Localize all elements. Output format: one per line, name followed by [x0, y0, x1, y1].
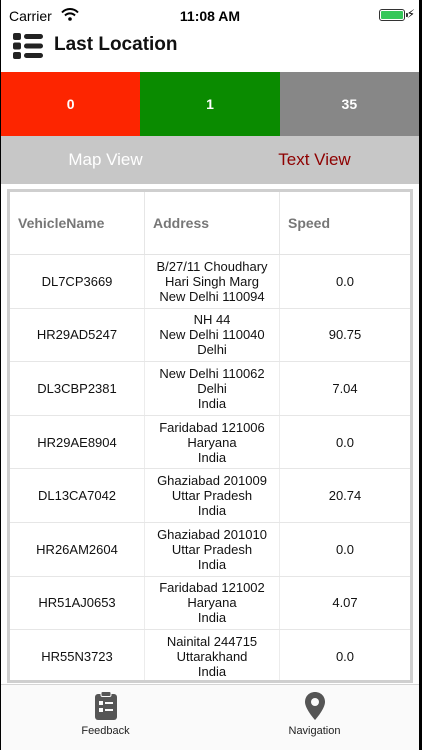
address-line: New Delhi 110040 [159, 327, 265, 343]
counter-gray[interactable]: 35 [280, 72, 419, 136]
address-cell [145, 309, 280, 362]
header-address: Address [145, 192, 280, 254]
vehicle-name-cell: HR55N3723 [10, 630, 145, 683]
table-row[interactable] [10, 630, 410, 683]
clock-time: 11:08 AM [179, 8, 241, 24]
address-line: India [197, 556, 227, 572]
vehicle-name-cell: HR29AE8904 [10, 416, 145, 469]
feedback-tab[interactable] [1, 685, 210, 750]
table-row[interactable] [10, 523, 410, 577]
address-line: Nainital 244715 [166, 633, 258, 649]
table-body [10, 255, 410, 683]
address-line: Haryana [187, 434, 237, 450]
menu-list-icon[interactable] [12, 31, 44, 61]
address-line: Hari Singh Marg [165, 273, 259, 289]
navigation-label: Navigation [288, 725, 341, 737]
address-line: Haryana [187, 595, 237, 611]
page-title: Last Location [54, 34, 178, 55]
table-row[interactable] [10, 416, 410, 470]
table-row[interactable] [10, 469, 410, 523]
address-line: New Delhi 110062 [159, 365, 265, 381]
address-cell [145, 255, 280, 308]
address-cell [145, 523, 280, 576]
vehicle-name-cell: DL7CP3669 [10, 255, 145, 308]
table-row[interactable] [10, 362, 410, 416]
address-line: India [197, 395, 227, 411]
speed-cell: 0.0 [335, 648, 355, 664]
address-cell [145, 416, 280, 469]
table-row[interactable] [10, 255, 410, 309]
view-toggle [1, 136, 419, 184]
table-row[interactable] [10, 577, 410, 631]
map-view-tab[interactable]: Map View [68, 150, 143, 169]
text-view-tab[interactable]: Text View [278, 150, 351, 169]
address-cell [145, 469, 280, 522]
address-line: Uttar Pradesh [171, 488, 253, 504]
header-speed: Speed [288, 215, 331, 231]
speed-cell: 0.0 [335, 273, 355, 289]
address-cell [145, 630, 280, 683]
speed-cell: 7.04 [332, 380, 358, 396]
vehicle-status-counters [1, 72, 419, 136]
address-line: Delhi [197, 342, 227, 358]
address-line: India [197, 610, 227, 626]
address-line: Delhi [197, 380, 227, 396]
address-line: India [197, 663, 227, 679]
charging-icon: ⚡ [406, 7, 415, 21]
address-line: Faridabad 121006 [159, 419, 265, 435]
address-line: Faridabad 121002 [159, 580, 265, 596]
app-header [1, 28, 419, 70]
address-line: Ghaziabad 201010 [157, 526, 267, 542]
address-line: Uttarakhand [176, 648, 248, 664]
vehicle-table[interactable] [7, 189, 413, 683]
address-line: Uttar Pradesh [171, 541, 253, 557]
address-cell [145, 362, 280, 415]
speed-cell: 90.75 [328, 327, 362, 343]
address-line: New Delhi 110094 [159, 288, 265, 304]
navigation-tab[interactable] [210, 685, 419, 750]
speed-cell: 0.0 [335, 434, 355, 450]
speed-cell: 4.07 [332, 595, 358, 611]
speed-cell: 20.74 [328, 488, 362, 504]
location-pin-icon [304, 691, 326, 721]
vehicle-name-cell: DL13CA7042 [10, 469, 145, 522]
table-row[interactable] [10, 309, 410, 363]
battery-icon [379, 9, 405, 21]
vehicle-name-cell: HR29AD5247 [10, 309, 145, 362]
address-cell [145, 577, 280, 630]
feedback-label: Feedback [81, 725, 130, 737]
table-header [10, 192, 410, 255]
carrier-label: Carrier [9, 8, 52, 24]
address-line: NH 44 [193, 312, 231, 328]
counter-red[interactable]: 0 [1, 72, 140, 136]
clipboard-icon [94, 691, 118, 721]
vehicle-name-cell: HR26AM2604 [10, 523, 145, 576]
address-line: India [197, 449, 227, 465]
address-line: B/27/11 Choudhary [156, 258, 268, 274]
header-vehicle-name: VehicleName [10, 192, 145, 254]
vehicle-name-cell: DL3CBP2381 [10, 362, 145, 415]
address-line: Ghaziabad 201009 [157, 473, 267, 489]
vehicle-name-cell: HR51AJ0653 [10, 577, 145, 630]
address-line: India [197, 503, 227, 519]
speed-cell: 0.0 [335, 541, 355, 557]
counter-green[interactable]: 1 [140, 72, 279, 136]
bottom-tab-bar [1, 684, 419, 750]
app-screen [1, 0, 419, 750]
